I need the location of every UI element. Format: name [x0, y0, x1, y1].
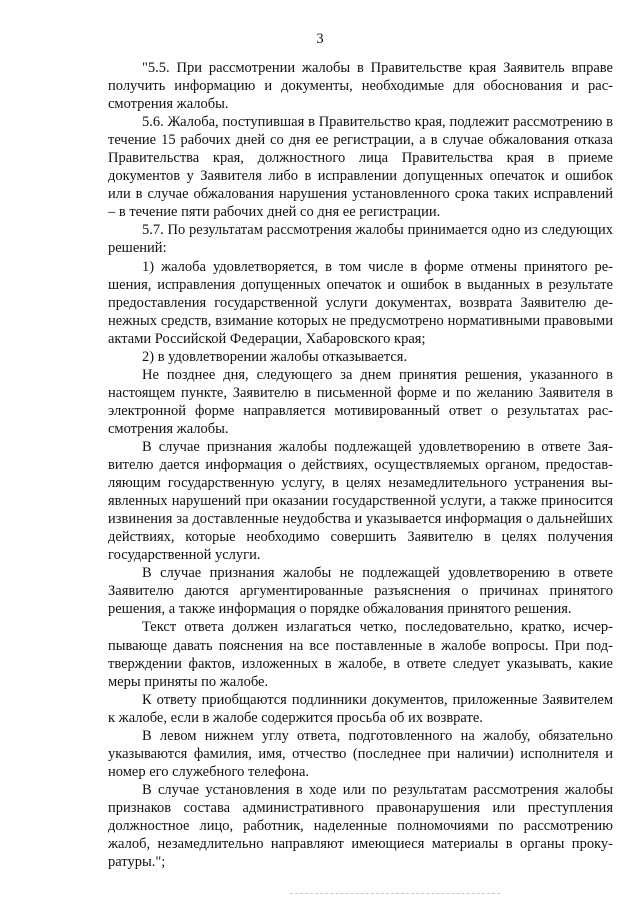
paragraph-response-deadline: Не позднее дня, следующего за днем принятия решения, указанного в настоящем пункте, Заявителю в письменной форме и по желанию Заявителя в электронной форме направляется мотивированный ответ о результатах рассмотрения жалобы.	[108, 366, 613, 437]
paragraph-5-6: 5.6. Жалоба, поступившая в Правительство края, подлежит рассмотрению в течение 15 рабочих дней со дня ее регистрации, а в случае обжалования отказа Правительства края, должностного лица Правительства края в приеме документов у Заявителя либо в исправлении допущенных опечаток и ошибок или в случае обжалования нарушения установленного срока таких исправлений – в течение пяти рабочих дней со дня ее регистрации.	[108, 114, 613, 221]
paragraph-prosecution: В случае установления в ходе или по результатам рассмотрения жалобы признаков состава административного правонарушения или преступления должностное лицо, работник, наделенные полномочиями по рассмотрению жалоб, незамедлительно направляют имеющиеся материалы в органы прокуратуры.";	[108, 781, 613, 871]
paragraph-decision-2: 2) в удовлетворении жалобы отказывается.	[142, 348, 408, 365]
document-body	[108, 59, 613, 871]
paragraph-response-text: Текст ответа должен излагаться четко, последовательно, кратко, исчерпывающе давать пояснения на все поставленные в жалобе вопросы. При подтверждении фактов, изложенных в жалобе, в ответе следует указывать, какие меры приняты по жалобе.	[108, 619, 613, 690]
page-number: 3	[316, 31, 324, 47]
paragraph-5-5: "5.5. При рассмотрении жалобы в Правительстве края Заявитель вправе получить информацию и документы, необходимые для обоснования и рассмотрения жалобы.	[108, 60, 613, 113]
paragraph-complaint-satisfied: В случае признания жалобы подлежащей удовлетворению в ответе Заявителю дается информация о действиях, осуществляемых органом, предоставляющим государственную услугу, в целях незамедлительного устранения выявленных нарушений при оказании государственной услуги, а также приносится извинения за доставленные неудобства и указывается информация о дальнейших действиях, которые необходимо совершить Заявителю в целях получения государственной услуги.	[108, 438, 613, 564]
paragraph-5-7: 5.7. По результатам рассмотрения жалобы принимается одно из следующих решений:	[108, 222, 613, 257]
paragraph-decision-1: 1) жалоба удовлетворяется, в том числе в форме отмены принятого решения, исправления допущенных опечаток и ошибок в выданных в результате предоставления государственной услуги документах, возврата Заявителю денежных средств, взимание которых не предусмотрено нормативными правовыми актами Российской Федерации, Хабаровского края;	[108, 258, 613, 347]
paragraph-originals: К ответу приобщаются подлинники документов, приложенные Заявителем к жалобе, если в жалобе содержится просьба об их возврате.	[108, 691, 613, 726]
paragraph-executor-info: В левом нижнем углу ответа, подготовленного на жалобу, обязательно указываются фамилия, имя, отчество (последнее при наличии) исполнителя и номер его служебного телефона.	[108, 727, 613, 780]
paragraph-complaint-rejected: В случае признания жалобы не подлежащей удовлетворению в ответе Заявителю даются аргументированные разъяснения о причинах принятого решения, а также информация о порядке обжалования принятого решения.	[108, 565, 613, 618]
scan-edge-line	[290, 893, 500, 895]
